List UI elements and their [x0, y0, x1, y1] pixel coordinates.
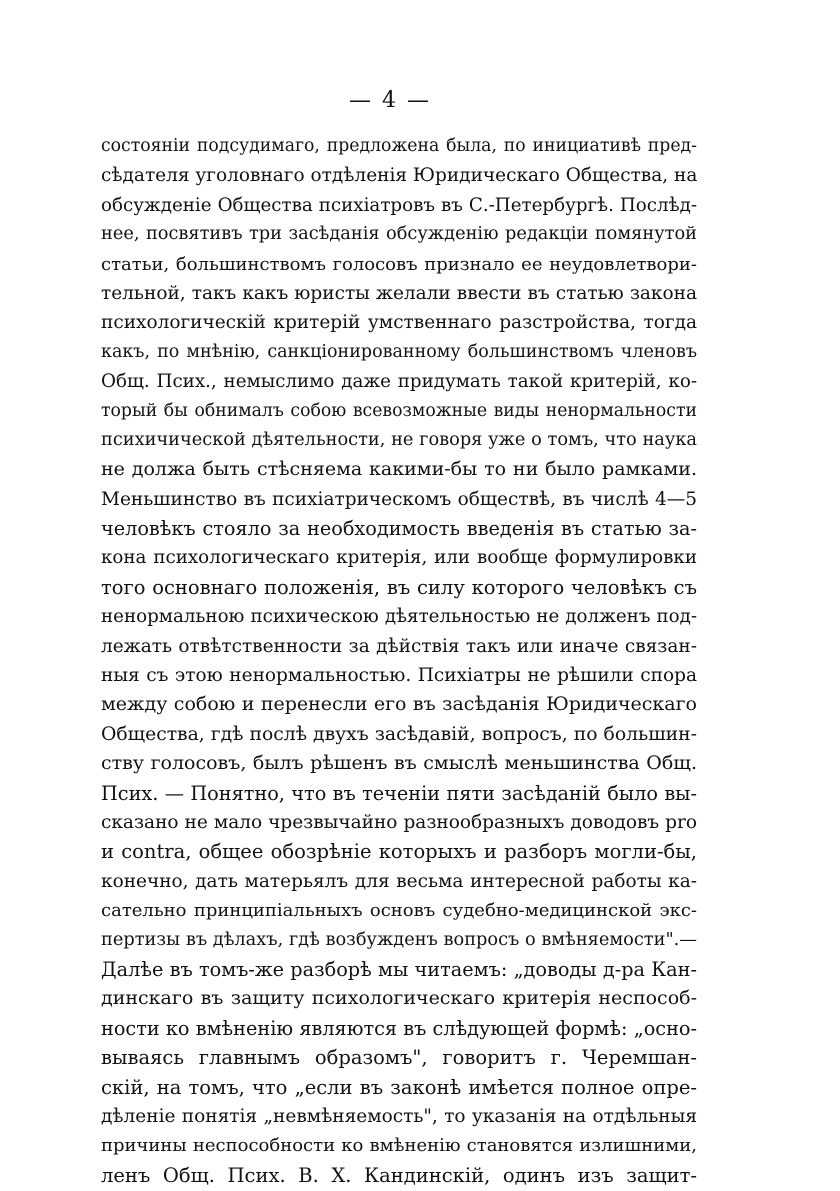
text-line: между собою и перенесли его въ засѣданiя Юридическаго — [101, 693, 697, 716]
text-line: вываясь главнымъ образомъ", говоритъ г. Черемшан- — [101, 1046, 697, 1070]
text-line: Далѣе въ томъ-же разборѣ мы читаемъ: „доводы д-ра Кан- — [101, 957, 697, 981]
text-line: какъ, по мнѣнiю, санкцiонированному большинствомъ членовъ — [101, 341, 697, 362]
text-line: не должа быть стѣсняема какими-бы то ни было рамками. — [101, 458, 697, 481]
text-line: Общ. Псих., немыслимо даже придумать такой критерiй, ко- — [101, 371, 697, 393]
text-line: сательно принципiальныхъ основъ судебно-медицинской экс- — [101, 900, 697, 922]
text-line: торый бы обнималъ собою всевозможные виды ненормальности — [101, 400, 697, 421]
text-line: динскаго въ защиту психологическаго критерiя неспособ- — [101, 987, 697, 1010]
text-line: статьи, большинствомъ голосовъ признало ее неудовлетвори- — [101, 253, 697, 275]
text-line: дѣленiе понятiя „невмѣняемость", то указанiя на отдѣльныя — [101, 1105, 697, 1127]
text-line: обсужденiе Общества психiатровъ въ С.-Петербургѣ. Послѣд- — [101, 194, 697, 216]
text-line: тельной, такъ какъ юристы желали ввести въ статью закона — [101, 282, 697, 304]
text-line: ныя съ этою ненормальностью. Психiатры не рѣшили спора — [101, 665, 697, 687]
text-line: нее, посвятивъ три засѣданiя обсужденiю редакцiи помянутой — [101, 224, 697, 245]
text-line: ненормальною психическою дѣятельностью не долженъ под- — [101, 606, 697, 628]
text-line: Псих. — Понятно, что въ теченiи пяти засѣданiй было вы- — [101, 781, 697, 805]
text-line: скiй, на томъ, что „если въ законѣ имѣется полное опре- — [101, 1075, 697, 1099]
text-line: сказано не мало чрезвычайно разнообразныхъ доводовъ pro — [101, 811, 697, 833]
text-line: конечно, дать матерьялъ для весьма интересной работы ка- — [101, 870, 697, 892]
text-line: ленъ Общ. Псих. В. Х. Кандинскiй, одинъ изъ защит- — [101, 1163, 697, 1187]
text-line: кона психологическаго критерiя, или вообще формулировки — [101, 547, 697, 569]
text-line: пертизы въ дѣлахъ, гдѣ возбужденъ вопросъ о вмѣняемости".— — [101, 929, 697, 950]
text-line: сѣдателя уголовнаго отдѣленiя Юридическаго Общества, на — [101, 165, 698, 187]
page-number: — 4 — — [349, 88, 431, 113]
text-line: психологическiй критерiй умственнаго разстройства, тогда — [101, 312, 697, 334]
text-line: психичической дѣятельности, не говоря уже о томъ, что наука — [101, 429, 697, 450]
text-line: ству голосовъ, былъ рѣшенъ въ смыслѣ меньшинства Общ. — [101, 752, 697, 775]
body-text — [101, 132, 697, 1190]
text-line: состоянiи подсудимаго, предложена была, по инициативѣ пред- — [101, 136, 697, 156]
text-line: ности ко вмѣненiю являются въ слѣдующей формѣ: „осно- — [101, 1016, 697, 1040]
text-line: лежать отвѣтственности за дѣйствiя такъ или иначе связан- — [101, 635, 697, 657]
text-line: причины неспособности ко вмѣненiю становятся излишними, — [101, 1135, 697, 1157]
text-line: того основнаго положенiя, въ силу которого человѣкъ съ — [101, 575, 697, 599]
text-line: Общества, гдѣ послѣ двухъ засѣдавiй, вопросъ, по большин- — [101, 723, 697, 745]
text-line: Меньшинство въ психiатрическомъ обществѣ, въ числѣ 4—5 — [101, 488, 697, 510]
text-line: и contra, общее обозрѣнiе которыхъ и разборъ могли-бы, — [101, 840, 697, 864]
text-line: человѣкъ стояло за необходимость введенiя въ статью за- — [101, 517, 697, 541]
